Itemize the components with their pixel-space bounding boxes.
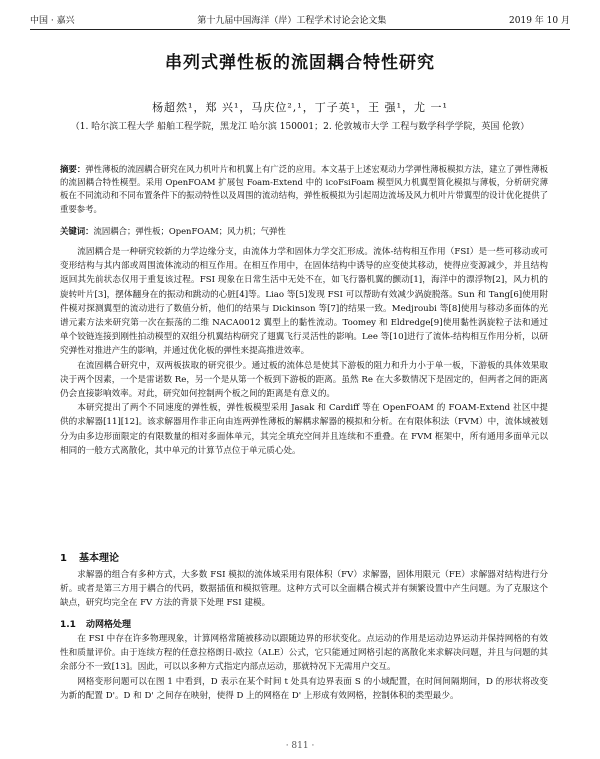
intro-paragraph: 本研究提出了两个不同速度的弹性板，弹性板模型采用 Jasak 和 Cardiff 等在 OpenFOAM 的 FOAM-Extend 社区中提供的求解器[11][12]。该求解器用作非正向由连两弹性薄板的解耦求解器的模拟和分析。在有限体积法（FVM）中，流体域被划分为由多边形面限定的有限数量的相对多面体单元，其完全填充空间并且连续和不重叠。在 FVM 框架中，所有通用多面单元以相同的一般方式离散化，其中单元的计算节点位于单元质心处。 <box>60 403 548 456</box>
subsection-heading <box>60 617 131 630</box>
header-location: 中国 · 嘉兴 <box>30 15 75 26</box>
section-number: 1 <box>60 553 67 564</box>
running-header <box>30 12 570 26</box>
subsection-paragraph: 网格变形问题可以在图 1 中看到，D 表示在某个时间 t 处具有边界表面 S 的小域配置，在时间间隔期间，D 的形状将改变为新的配置 D'。D 和 D' 之间存在映射，使得 D 上的网格在 D' 上形成有效网格，控制体积的类型最少。 <box>60 676 548 701</box>
author-list: 杨超然¹，郑 兴¹，马庆位²,¹，丁子英¹，王 强¹，尤 一¹ <box>152 101 448 114</box>
paper-title: 串列式弹性板的流固耦合特性研究 <box>165 53 435 73</box>
section-paragraph: 求解器的组合有多种方式，大多数 FSI 模拟的流体域采用有限体积（FV）求解器，固体用限元（FE）求解器对结构进行分析。或者是第三方用于耦合的代码，数据插值和模拟管理。这种方式可以全面耦合模式并有频繁设置中产生问题。为了克服这个缺点，研究均完全在 FV 方法的背景下处理 FSI 建模。 <box>60 570 548 609</box>
intro-paragraph: 流固耦合是一种研究较新的力学边缘分支，由流体力学和固体力学交汇形成。流体-结构相互作用（FSI）是一些可移动或可变形结构与其内部或周围流体流动的相互作用。在相互作用中，在固体结构中诱导的应变使其移动，使得应变源减少，并且结构返回其先前状态仅用于重复该过程。FSI 现象在日常生活中无处不在，如飞行器机翼的颤动[1]，海洋中的漂浮物[2]，风力机的旋转叶片[3]，摆体翻身在的振动和跳动的心脏[4]等。Liao 等[5]发现 FSI 可以帮助有效减少涡旋脱落。Sun 和 Tang[6]使用附件模对探测翼型的流动进行了数值分析，他们的结果与 Dickinson 等[7]的结果一致。Medjroubi 等[8]使用与移动多面体的光谱元素方法来研究第一次在振荡的二维 NACA0012 翼型上的黏性流动。Toomey 和 Eldredge[9]使用黏性涡旋粒子法和通过单个铰链连接到刚性拍动模型的双组分机翼结构研究了翅翼飞行灵活性的影响。Lee 等[10]进行了流体-结构相互作用分析，以研究弹性对推进产生的影响，并通过优化板的弹性来提高推进效率。 <box>60 247 548 357</box>
subsection-paragraph: 在 FSI 中存在许多物理现象，计算网格常随被移动以跟随边界的形状变化。点运动的作用是运动边界运动并保持网格的有效性和质量评价。由于连续方程的任意拉格朗日-欧拉（ALE）公式，它只能通过网格引起的离散化来求解决问题，并且与问题的其余部分不一致[13]。因此，可以以多种方式指定内部点运动，那就特况下无需用户交互。 <box>60 634 548 673</box>
abstract-text: 弹性薄板的流固耦合研究在风力机叶片和机翼上有广泛的应用。本文基于上述宏观动力学弹性薄板模拟方法，建立了弹性薄板的流固耦合特性模型。采用 OpenFOAM 扩展包 Foam-Extend 中的 icoFsiFoam 模型风力机翼型简化模拟与薄板，分析研究薄板在不同流动和不同布置条件下的振动特性以及周围的流动结构，弹性板模拟为引起周边流场及风力机叶片带翼型的设计优化提供了重要参考。 <box>60 164 549 214</box>
section-body <box>60 568 548 611</box>
affiliations: （1. 哈尔滨工程大学 船舶工程学院，黑龙江 哈尔滨 150001；2. 伦敦城市大学 工程与数学科学学院，英国 伦敦） <box>70 122 530 132</box>
introduction <box>60 245 548 458</box>
header-date: 2019 年 10 月 <box>509 15 570 26</box>
subsection-title: 动网格处理 <box>85 620 131 630</box>
subsection-body <box>60 632 548 703</box>
abstract-label: 摘要： <box>60 164 86 174</box>
header-rule <box>30 29 570 30</box>
section-title: 基本理论 <box>78 553 119 564</box>
subsection-number: 1.1 <box>60 620 76 630</box>
keywords-label: 关键词： <box>60 226 94 236</box>
intro-paragraph: 在流固耦合研究中，双两板拔取的研究很少。通过板的流体总是使其下游板的阻力和升力小于单一板，下游板的具体效果取决于两个因素，一个是雷诺数 Re，另一个是从第一个板到下游板的距离。虽然 Re 在大多数情况下是固定的，但两者之间的距离仍会直接影响效率。对此，研究如何控制两个板之间的距离是有意义的。 <box>60 360 548 400</box>
abstract <box>60 163 548 216</box>
keywords <box>60 225 548 237</box>
header-proceedings: 第十九届中国海洋（岸）工程学术讨论会论文集 <box>197 15 387 26</box>
keywords-text: 流固耦合；弹性板；OpenFOAM；风力机；气弹性 <box>93 226 286 236</box>
page-number: · 811 · <box>285 741 315 751</box>
section-heading <box>60 549 119 564</box>
